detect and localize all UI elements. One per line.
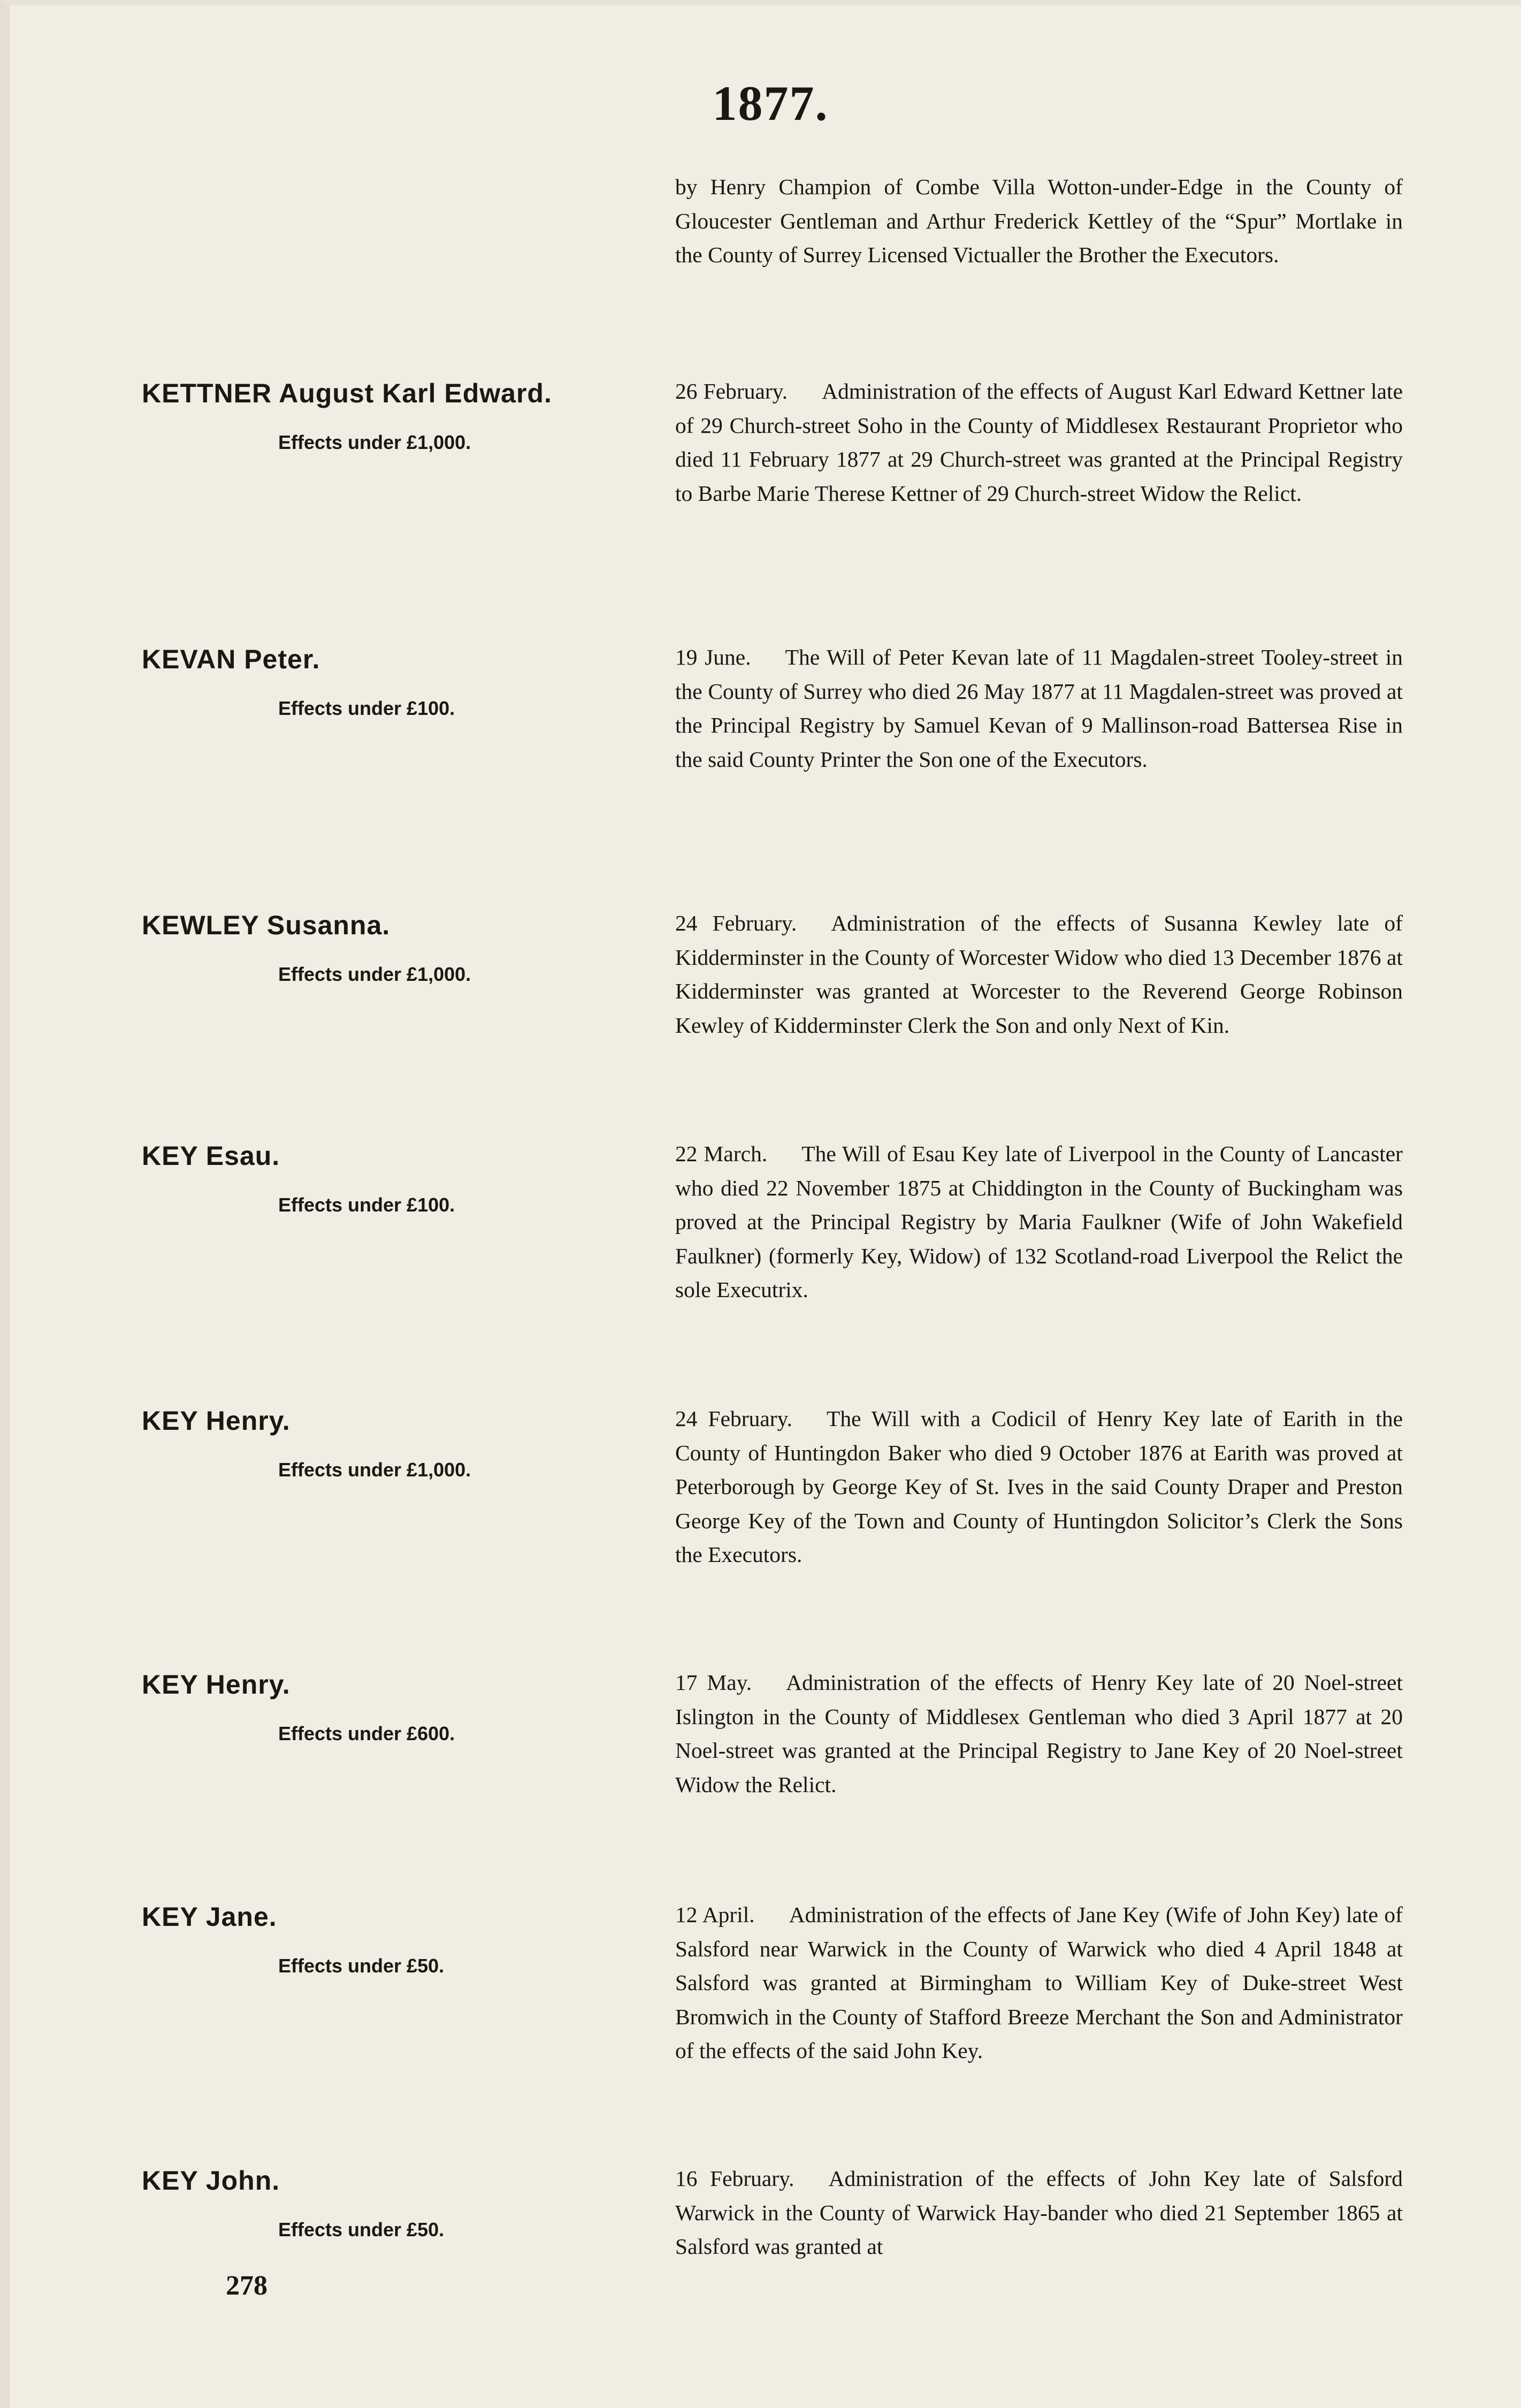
entry-name: KEY Henry. — [142, 1670, 291, 1700]
entry-effects: Effects under £100. — [278, 1194, 455, 1216]
entry-paragraph — [675, 1898, 1403, 2068]
entry-text — [675, 1666, 1403, 1802]
continued-entry-text — [675, 170, 1403, 272]
entry-name: KEY Jane. — [142, 1902, 277, 1932]
entry-date: 17 May. — [675, 1670, 752, 1695]
entry-name: KEY Henry. — [142, 1406, 291, 1436]
page-number: 278 — [226, 2270, 267, 2301]
entry-paragraph — [675, 2162, 1403, 2264]
entry-body: Administration of the effects of John Key late of Salsford Warwick in the County of Warwick Hay-bander who died 21 September 1865 at Salsford was granted at — [675, 2166, 1403, 2259]
entry-effects: Effects under £50. — [278, 2219, 445, 2241]
entry-date: 24 February. — [675, 1406, 793, 1431]
entry-body: Administration of the effects of August Karl Edward Kettner late of 29 Church-street Soho in the County of Middlesex Restaurant Proprietor who died 11 February 1877 at 29 Church-street was granted at the Principal Registry to Barbe Marie Therese Kettner of 29 Church-street Widow the Relict. — [675, 379, 1403, 506]
entry-text — [675, 906, 1403, 1042]
entry-paragraph — [675, 641, 1403, 776]
entry-body: Administration of the effects of Susanna Kewley late of Kidderminster in the County of Worcester Widow who died 13 December 1876 at Kidderminster was granted at Worcester to the Reverend George Robinson Kewley of Kidderminster Clerk the Son and only Next of Kin. — [675, 911, 1403, 1038]
continued-entry-paragraph: by Henry Champion of Combe Villa Wotton-under-Edge in the County of Gloucester Gentleman and Arthur Frederick Kettley of the “Spur” Mortlake in the County of Surrey Licensed Victualler the Brother the Executors. — [675, 174, 1403, 267]
entry-date: 19 June. — [675, 645, 751, 669]
entry-date: 12 April. — [675, 1902, 755, 1927]
entry-text — [675, 1402, 1403, 1572]
entry-text — [675, 641, 1403, 776]
entry-text — [675, 375, 1403, 510]
entry-name: KEWLEY Susanna. — [142, 910, 391, 940]
entry-paragraph — [675, 1402, 1403, 1572]
entry-name: KEY John. — [142, 2166, 280, 2196]
entry-body: Administration of the effects of Jane Key (Wife of John Key) late of Salsford near Warwick in the County of Warwick who died 4 April 1848 at Salsford was granted at Birmingham to William Key of Duke-street West Bromwich in the County of Stafford Breeze Merchant the Son and Administrator of the effects of the said John Key. — [675, 1902, 1403, 2063]
entry-date: 26 February. — [675, 379, 788, 403]
entry-body: Administration of the effects of Henry Key late of 20 Noel-street Islington in the County of Middlesex Gentleman who died 3 April 1877 at 20 Noel-street was granted at the Principal Registry to Jane Key of 20 Noel-street Widow the Relict. — [675, 1670, 1403, 1797]
entry-effects: Effects under £100. — [278, 697, 455, 719]
entry-body: The Will with a Codicil of Henry Key late of Earith in the County of Huntingdon Baker who died 9 October 1876 at Earith was proved at Peterborough by George Key of St. Ives in the said County Draper and Preston George Key of the Town and County of Huntingdon Solicitor’s Clerk the Sons the Executors. — [675, 1406, 1403, 1567]
entry-effects: Effects under £1,000. — [278, 431, 471, 453]
entry-paragraph — [675, 375, 1403, 510]
page-year-heading: 1877. — [712, 76, 829, 131]
entry-date: 16 February. — [675, 2166, 794, 2191]
entry-text — [675, 1137, 1403, 1307]
entry-paragraph — [675, 1137, 1403, 1307]
entry-paragraph — [675, 906, 1403, 1042]
entry-effects: Effects under £600. — [278, 1723, 455, 1744]
entry-date: 24 February. — [675, 911, 797, 935]
entry-text — [675, 2162, 1403, 2264]
entry-paragraph — [675, 1666, 1403, 1802]
entry-text — [675, 1898, 1403, 2068]
entry-effects: Effects under £1,000. — [278, 1459, 471, 1481]
entry-effects: Effects under £1,000. — [278, 963, 471, 985]
entry-date: 22 March. — [675, 1141, 768, 1166]
entry-effects: Effects under £50. — [278, 1955, 445, 1977]
entry-name: KETTNER August Karl Edward. — [142, 378, 552, 408]
entry-body: The Will of Peter Kevan late of 11 Magdalen-street Tooley-street in the County of Surrey who died 26 May 1877 at 11 Magdalen-street was proved at the Principal Registry by Samuel Kevan of 9 Mallinson-road Battersea Rise in the said County Printer the Son one of the Executors. — [675, 645, 1403, 772]
entry-name: KEY Esau. — [142, 1141, 280, 1171]
entry-body: The Will of Esau Key late of Liverpool in the County of Lancaster who died 22 November 1875 at Chiddington in the County of Buckingham was proved at the Principal Registry by Maria Faulkner (Wife of John Wakefield Faulkner) (formerly Key, Widow) of 132 Scotland-road Liverpool the Relict the sole Executrix. — [675, 1141, 1403, 1302]
entry-name: KEVAN Peter. — [142, 644, 320, 674]
